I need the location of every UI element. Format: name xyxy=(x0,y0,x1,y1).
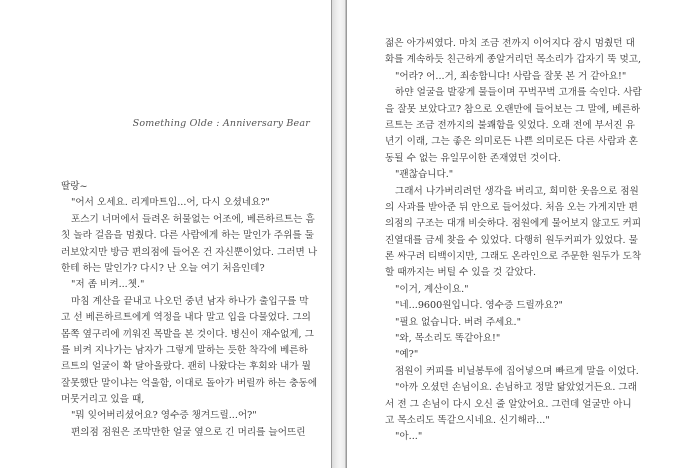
text-line: 잘못했단 말이냐는 억울함, 이대로 돌아가 버릴까 하는 충동에 xyxy=(61,377,318,389)
text-line: 서 전 그 손님이 다시 오신 줄 알았어요. 그런데 얼굴만 아니 xyxy=(385,398,632,410)
text-line: 러보았지만 방금 편의점에 들어온 건 자신뿐이었다. 그러면 나 xyxy=(61,246,318,258)
text-line: "어라? 어...거, 죄송합니다! 사람을 잘못 본 거 같아요!" xyxy=(395,70,627,82)
text-line: 한테 하는 말인가? 다시? 난 오늘 여기 처음인데? xyxy=(61,262,265,274)
text-line: 할 때까지는 버틸 수 있을 것 같았다. xyxy=(385,267,537,279)
text-line: 동될 수 없는 유일무이한 존재였던 것이다. xyxy=(385,152,561,164)
text-line: 의점의 구조는 대개 비슷하다. 점원에게 물어보지 않고도 커피 xyxy=(385,218,642,230)
text-line: 르트의 얼굴이 확 달아올랐다. 괜히 나왔다는 후회와 내가 뭘 xyxy=(61,361,311,373)
text-line: 점원이 커피를 비닐봉투에 집어넣으며 빠르게 말을 이었다. xyxy=(395,365,639,377)
text-line: 포스기 너머에서 들려온 허물없는 어조에, 베른하르트는 흠 xyxy=(71,213,315,225)
text-line: 론 싸구려 티백이지만, 그래도 온라인으로 주문한 원두가 도착 xyxy=(385,251,642,263)
text-line: 년기 이래, 그는 좋은 의미로든 나쁜 의미로든 다른 사람과 혼 xyxy=(385,136,638,148)
text-line: 화를 계속하듯 친근하게 종알거리던 목소리가 갑자기 뚝 멎고, xyxy=(385,54,642,66)
text-line: 하얀 얼굴을 발갛게 물들이며 꾸벅꾸벅 고개를 숙인다. 사람 xyxy=(395,87,642,99)
text-line: 딸랑~ xyxy=(61,181,88,192)
text-line: 머뭇거리고 있을 때, xyxy=(61,394,145,406)
right-page-text xyxy=(385,36,670,446)
text-line: "뭐 잊어버리셨어요? 영수증 챙겨드릴...어?" xyxy=(71,410,257,422)
text-line: "네...9600원입니다. 영수증 드릴까요?" xyxy=(395,300,563,312)
text-line: 마침 계산을 끝내고 나오던 중년 남자 하나가 출입구를 막 xyxy=(71,295,309,307)
book-gutter xyxy=(331,0,348,468)
text-line: 고 목소리도 똑같으시네요. 신기해라..." xyxy=(385,414,550,426)
text-line: "아..." xyxy=(395,431,423,443)
text-line: 를 비켜 지나가는 남자가 그렇게 말하는 듯한 착각에 베른하 xyxy=(61,344,308,356)
text-line: "어서 오세요. 리게마트입...어, 다시 오셨네요?" xyxy=(71,197,270,209)
text-line: "아까 오셨던 손님이요. 손님하고 정말 닮았었거든요. 그래 xyxy=(395,382,637,394)
text-line: 젊은 아가씨였다. 마치 조금 전까지 이어지다 잠시 멈췄던 대 xyxy=(385,38,635,49)
text-line: 편의점 점원은 조막만한 얼굴 옆으로 긴 머리를 늘어뜨린 xyxy=(71,426,306,438)
text-line: 진열대를 금세 찾을 수 있었다. 다행히 원두커피가 있었다. 물 xyxy=(385,234,638,246)
text-line: "예?" xyxy=(395,349,419,361)
text-line: "와, 목소리도 똑같아요!" xyxy=(395,333,501,345)
text-line: "괜찮습니다." xyxy=(395,169,454,181)
text-line: 을 잘못 보았다고? 참으로 오랜만에 들어보는 그 말에, 베른하 xyxy=(385,103,641,115)
text-line: "이거, 계산이요." xyxy=(395,283,469,295)
left-page-text xyxy=(61,179,319,441)
text-line: 고 선 베른하르트에게 역정을 내다 말고 입을 다물었다. 그의 xyxy=(61,312,311,324)
text-line: 의 사과를 받아준 뒤 안으로 들어섰다. 처음 오는 가게지만 편 xyxy=(385,201,638,213)
text-line: 칫 놀라 걸음을 멈췄다. 다른 사람에게 하는 말인가 주위를 둘 xyxy=(61,230,314,242)
text-line: 르트는 조금 전까지의 불쾌함을 잊었다. 오래 전에 부서진 유 xyxy=(385,119,635,131)
running-title: Something Olde : Anniversary Bear xyxy=(132,118,310,129)
text-line: "저 좀 비켜...쳇." xyxy=(71,279,145,291)
text-line: 그래서 나가버리려던 생각을 버리고, 희미한 웃음으로 점원 xyxy=(395,185,639,197)
text-line: 몸쪽 옆구리에 끼워진 목발을 본 것이다. 병신이 재수없게, 그 xyxy=(61,328,314,340)
text-line: "필요 없습니다. 버려 주세요." xyxy=(395,316,522,328)
